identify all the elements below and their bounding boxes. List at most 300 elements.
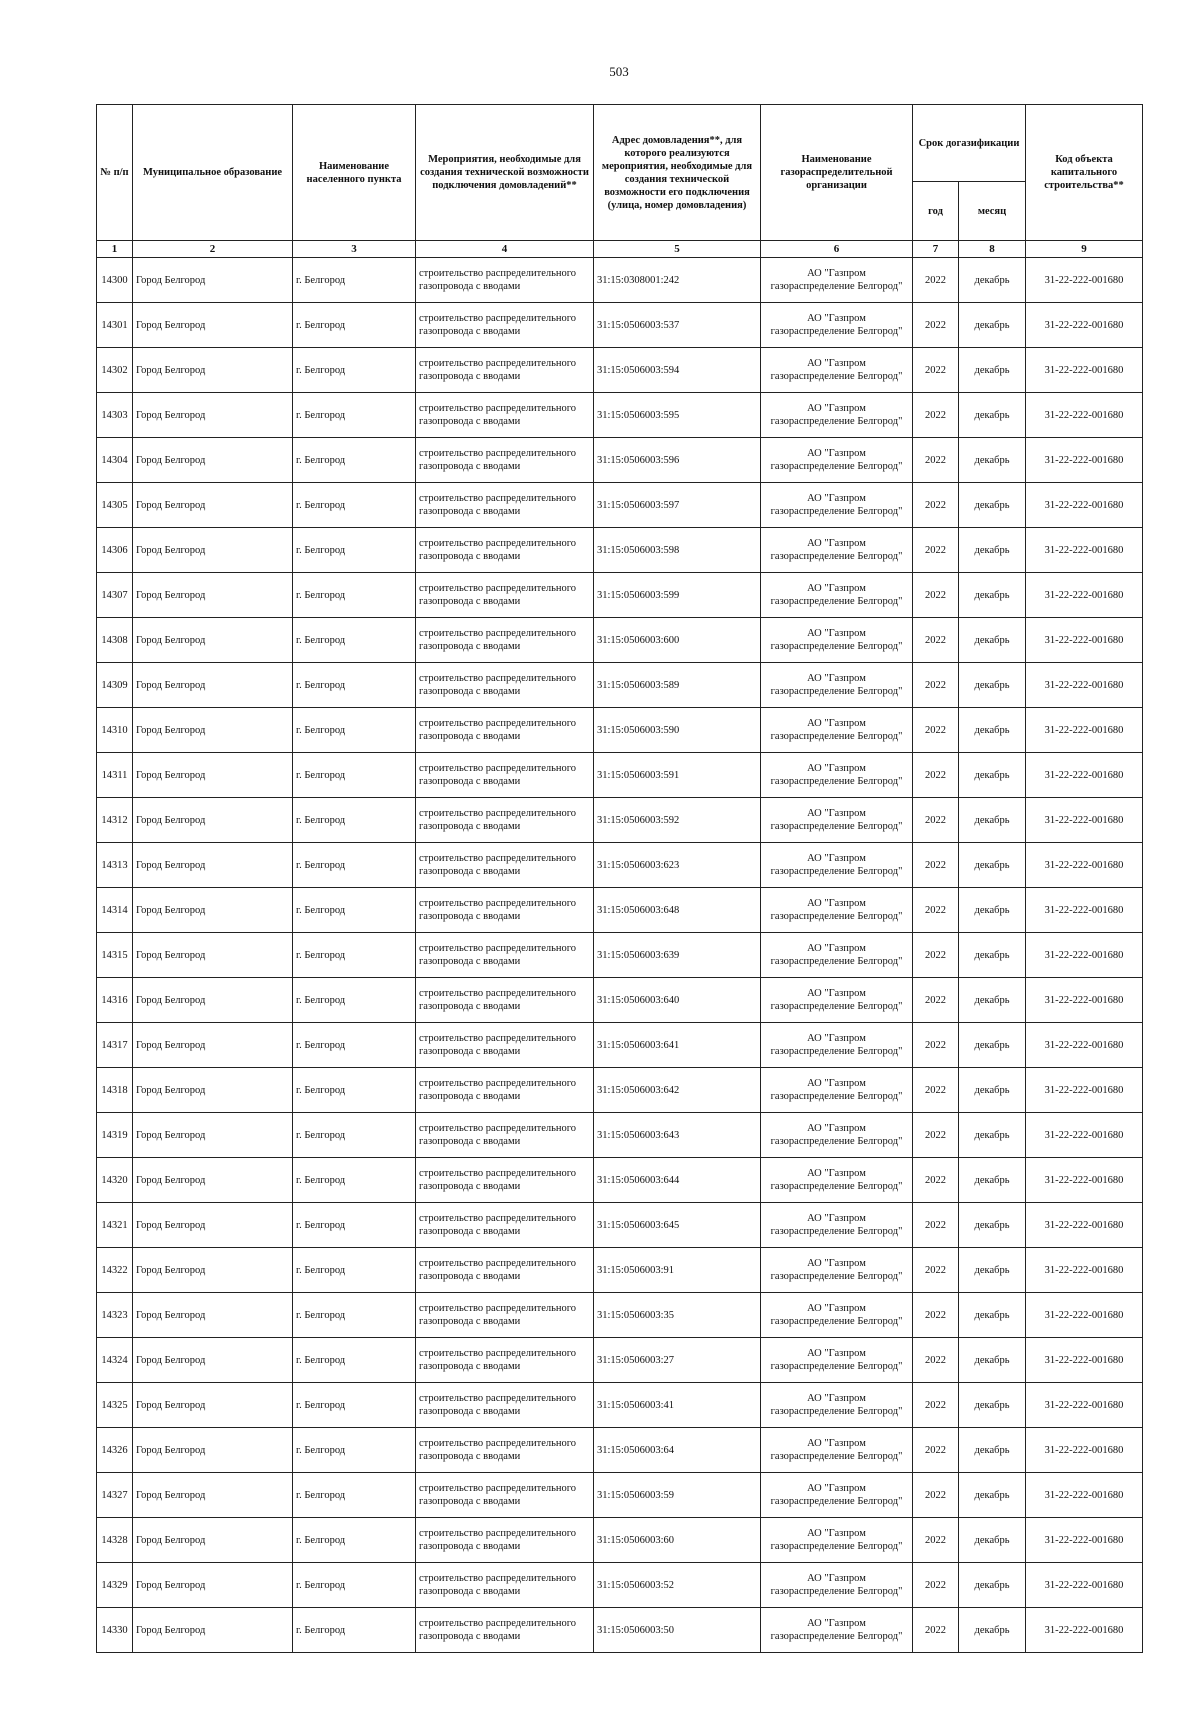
header-code: Код объекта капитального строительства**: [1026, 105, 1143, 241]
month-cell: декабрь: [959, 843, 1026, 888]
header-num: № п/п: [97, 105, 133, 241]
locality-cell: г. Белгород: [293, 888, 416, 933]
year-cell: 2022: [913, 258, 959, 303]
month-cell: декабрь: [959, 708, 1026, 753]
month-cell: декабрь: [959, 978, 1026, 1023]
municipality-cell: Город Белгород: [133, 1113, 293, 1158]
year-cell: 2022: [913, 888, 959, 933]
row-number: 14308: [97, 618, 133, 663]
column-number: 9: [1026, 241, 1143, 258]
organization-cell: АО "Газпром газораспределение Белгород": [761, 753, 913, 798]
measures-cell: строительство распределительного газопровода с вводами: [416, 1383, 594, 1428]
table-row: [97, 1203, 1143, 1248]
locality-cell: г. Белгород: [293, 348, 416, 393]
row-number: 14314: [97, 888, 133, 933]
column-numbers-row: [97, 241, 1143, 258]
municipality-cell: Город Белгород: [133, 1158, 293, 1203]
row-number: 14324: [97, 1338, 133, 1383]
code-cell: 31-22-222-001680: [1026, 1428, 1143, 1473]
page-number: 503: [609, 64, 629, 79]
month-cell: декабрь: [959, 1293, 1026, 1338]
month-cell: декабрь: [959, 1563, 1026, 1608]
row-number: 14305: [97, 483, 133, 528]
address-cell: 31:15:0506003:537: [594, 303, 761, 348]
address-cell: 31:15:0506003:639: [594, 933, 761, 978]
code-cell: 31-22-222-001680: [1026, 303, 1143, 348]
measures-cell: строительство распределительного газопровода с вводами: [416, 483, 594, 528]
year-cell: 2022: [913, 1518, 959, 1563]
organization-cell: АО "Газпром газораспределение Белгород": [761, 1428, 913, 1473]
code-cell: 31-22-222-001680: [1026, 888, 1143, 933]
organization-cell: АО "Газпром газораспределение Белгород": [761, 573, 913, 618]
address-cell: 31:15:0506003:623: [594, 843, 761, 888]
year-cell: 2022: [913, 303, 959, 348]
column-number: 1: [97, 241, 133, 258]
measures-cell: строительство распределительного газопровода с вводами: [416, 1608, 594, 1653]
table-row: [97, 1293, 1143, 1338]
address-cell: 31:15:0506003:592: [594, 798, 761, 843]
municipality-cell: Город Белгород: [133, 393, 293, 438]
month-cell: декабрь: [959, 888, 1026, 933]
table-row: [97, 258, 1143, 303]
year-cell: 2022: [913, 1383, 959, 1428]
row-number: 14313: [97, 843, 133, 888]
address-cell: 31:15:0506003:60: [594, 1518, 761, 1563]
month-cell: декабрь: [959, 1518, 1026, 1563]
locality-cell: г. Белгород: [293, 1518, 416, 1563]
address-cell: 31:15:0506003:59: [594, 1473, 761, 1518]
measures-cell: строительство распределительного газопровода с вводами: [416, 1563, 594, 1608]
row-number: 14312: [97, 798, 133, 843]
measures-cell: строительство распределительного газопровода с вводами: [416, 1338, 594, 1383]
row-number: 14316: [97, 978, 133, 1023]
municipality-cell: Город Белгород: [133, 843, 293, 888]
organization-cell: АО "Газпром газораспределение Белгород": [761, 1068, 913, 1113]
code-cell: 31-22-222-001680: [1026, 348, 1143, 393]
column-number: 7: [913, 241, 959, 258]
year-cell: 2022: [913, 1293, 959, 1338]
row-number: 14309: [97, 663, 133, 708]
row-number: 14311: [97, 753, 133, 798]
table-row: [97, 348, 1143, 393]
code-cell: 31-22-222-001680: [1026, 483, 1143, 528]
column-number: 2: [133, 241, 293, 258]
locality-cell: г. Белгород: [293, 1608, 416, 1653]
locality-cell: г. Белгород: [293, 1428, 416, 1473]
measures-cell: строительство распределительного газопровода с вводами: [416, 393, 594, 438]
row-number: 14303: [97, 393, 133, 438]
table-row: [97, 753, 1143, 798]
municipality-cell: Город Белгород: [133, 888, 293, 933]
header-municipality: Муниципальное образование: [133, 105, 293, 241]
code-cell: 31-22-222-001680: [1026, 1473, 1143, 1518]
year-cell: 2022: [913, 1113, 959, 1158]
code-cell: 31-22-222-001680: [1026, 1158, 1143, 1203]
measures-cell: строительство распределительного газопровода с вводами: [416, 1293, 594, 1338]
row-number: 14301: [97, 303, 133, 348]
row-number: 14307: [97, 573, 133, 618]
year-cell: 2022: [913, 1203, 959, 1248]
address-cell: 31:15:0506003:594: [594, 348, 761, 393]
table-row: [97, 1248, 1143, 1293]
code-cell: 31-22-222-001680: [1026, 1023, 1143, 1068]
municipality-cell: Город Белгород: [133, 663, 293, 708]
table-row: [97, 573, 1143, 618]
locality-cell: г. Белгород: [293, 708, 416, 753]
address-cell: 31:15:0506003:52: [594, 1563, 761, 1608]
municipality-cell: Город Белгород: [133, 798, 293, 843]
locality-cell: г. Белгород: [293, 1158, 416, 1203]
organization-cell: АО "Газпром газораспределение Белгород": [761, 258, 913, 303]
municipality-cell: Город Белгород: [133, 978, 293, 1023]
municipality-cell: Город Белгород: [133, 1383, 293, 1428]
table-row: [97, 1383, 1143, 1428]
organization-cell: АО "Газпром газораспределение Белгород": [761, 1518, 913, 1563]
organization-cell: АО "Газпром газораспределение Белгород": [761, 1293, 913, 1338]
organization-cell: АО "Газпром газораспределение Белгород": [761, 393, 913, 438]
year-cell: 2022: [913, 978, 959, 1023]
locality-cell: г. Белгород: [293, 1563, 416, 1608]
organization-cell: АО "Газпром газораспределение Белгород": [761, 528, 913, 573]
organization-cell: АО "Газпром газораспределение Белгород": [761, 1023, 913, 1068]
month-cell: декабрь: [959, 1203, 1026, 1248]
municipality-cell: Город Белгород: [133, 258, 293, 303]
municipality-cell: Город Белгород: [133, 1563, 293, 1608]
measures-cell: строительство распределительного газопровода с вводами: [416, 528, 594, 573]
row-number: 14327: [97, 1473, 133, 1518]
table-row: [97, 1473, 1143, 1518]
organization-cell: АО "Газпром газораспределение Белгород": [761, 1473, 913, 1518]
gasification-table: [96, 104, 1143, 1653]
address-cell: 31:15:0506003:35: [594, 1293, 761, 1338]
header-year: год: [913, 182, 959, 241]
month-cell: декабрь: [959, 393, 1026, 438]
table-row: [97, 1068, 1143, 1113]
table-row: [97, 1338, 1143, 1383]
municipality-cell: Город Белгород: [133, 708, 293, 753]
month-cell: декабрь: [959, 348, 1026, 393]
header-address: Адрес домовладения**, для которого реализуются мероприятия, необходимые для создания технической возможности его подключения (улица, номер домовладения): [594, 105, 761, 241]
row-number: 14323: [97, 1293, 133, 1338]
table-row: [97, 528, 1143, 573]
table-row: [97, 1113, 1143, 1158]
municipality-cell: Город Белгород: [133, 1518, 293, 1563]
month-cell: декабрь: [959, 1338, 1026, 1383]
code-cell: 31-22-222-001680: [1026, 258, 1143, 303]
measures-cell: строительство распределительного газопровода с вводами: [416, 1158, 594, 1203]
locality-cell: г. Белгород: [293, 1023, 416, 1068]
locality-cell: г. Белгород: [293, 258, 416, 303]
header-locality: Наименование населенного пункта: [293, 105, 416, 241]
organization-cell: АО "Газпром газораспределение Белгород": [761, 348, 913, 393]
month-cell: декабрь: [959, 573, 1026, 618]
month-cell: декабрь: [959, 1023, 1026, 1068]
municipality-cell: Город Белгород: [133, 1023, 293, 1068]
address-cell: 31:15:0506003:591: [594, 753, 761, 798]
month-cell: декабрь: [959, 483, 1026, 528]
row-number: 14315: [97, 933, 133, 978]
measures-cell: строительство распределительного газопровода с вводами: [416, 1023, 594, 1068]
table-row: [97, 438, 1143, 483]
measures-cell: строительство распределительного газопровода с вводами: [416, 978, 594, 1023]
table-row: [97, 798, 1143, 843]
header-organization: Наименование газораспределительной организации: [761, 105, 913, 241]
organization-cell: АО "Газпром газораспределение Белгород": [761, 483, 913, 528]
locality-cell: г. Белгород: [293, 1068, 416, 1113]
code-cell: 31-22-222-001680: [1026, 573, 1143, 618]
organization-cell: АО "Газпром газораспределение Белгород": [761, 1158, 913, 1203]
code-cell: 31-22-222-001680: [1026, 1113, 1143, 1158]
organization-cell: АО "Газпром газораспределение Белгород": [761, 1608, 913, 1653]
measures-cell: строительство распределительного газопровода с вводами: [416, 1428, 594, 1473]
measures-cell: строительство распределительного газопровода с вводами: [416, 1473, 594, 1518]
organization-cell: АО "Газпром газораспределение Белгород": [761, 708, 913, 753]
measures-cell: строительство распределительного газопровода с вводами: [416, 753, 594, 798]
year-cell: 2022: [913, 1608, 959, 1653]
row-number: 14319: [97, 1113, 133, 1158]
code-cell: 31-22-222-001680: [1026, 528, 1143, 573]
code-cell: 31-22-222-001680: [1026, 933, 1143, 978]
organization-cell: АО "Газпром газораспределение Белгород": [761, 1113, 913, 1158]
address-cell: 31:15:0506003:590: [594, 708, 761, 753]
measures-cell: строительство распределительного газопровода с вводами: [416, 798, 594, 843]
row-number: 14310: [97, 708, 133, 753]
address-cell: 31:15:0506003:27: [594, 1338, 761, 1383]
column-number: 3: [293, 241, 416, 258]
table-row: [97, 888, 1143, 933]
row-number: 14328: [97, 1518, 133, 1563]
organization-cell: АО "Газпром газораспределение Белгород": [761, 663, 913, 708]
code-cell: 31-22-222-001680: [1026, 1203, 1143, 1248]
table-row: [97, 1608, 1143, 1653]
row-number: 14304: [97, 438, 133, 483]
measures-cell: строительство распределительного газопровода с вводами: [416, 1068, 594, 1113]
measures-cell: строительство распределительного газопровода с вводами: [416, 708, 594, 753]
measures-cell: строительство распределительного газопровода с вводами: [416, 1248, 594, 1293]
month-cell: декабрь: [959, 753, 1026, 798]
code-cell: 31-22-222-001680: [1026, 438, 1143, 483]
year-cell: 2022: [913, 933, 959, 978]
code-cell: 31-22-222-001680: [1026, 1563, 1143, 1608]
municipality-cell: Город Белгород: [133, 1293, 293, 1338]
month-cell: декабрь: [959, 1383, 1026, 1428]
month-cell: декабрь: [959, 1428, 1026, 1473]
code-cell: 31-22-222-001680: [1026, 708, 1143, 753]
municipality-cell: Город Белгород: [133, 1068, 293, 1113]
locality-cell: г. Белгород: [293, 1338, 416, 1383]
table-row: [97, 618, 1143, 663]
address-cell: 31:15:0506003:645: [594, 1203, 761, 1248]
address-cell: 31:15:0506003:643: [594, 1113, 761, 1158]
table-row: [97, 1563, 1143, 1608]
locality-cell: г. Белгород: [293, 303, 416, 348]
year-cell: 2022: [913, 1158, 959, 1203]
municipality-cell: Город Белгород: [133, 528, 293, 573]
column-number: 6: [761, 241, 913, 258]
table-row: [97, 843, 1143, 888]
address-cell: 31:15:0506003:595: [594, 393, 761, 438]
year-cell: 2022: [913, 1023, 959, 1068]
month-cell: декабрь: [959, 1473, 1026, 1518]
locality-cell: г. Белгород: [293, 438, 416, 483]
address-cell: 31:15:0506003:599: [594, 573, 761, 618]
locality-cell: г. Белгород: [293, 618, 416, 663]
year-cell: 2022: [913, 1473, 959, 1518]
month-cell: декабрь: [959, 1248, 1026, 1293]
code-cell: 31-22-222-001680: [1026, 978, 1143, 1023]
table-row: [97, 483, 1143, 528]
locality-cell: г. Белгород: [293, 573, 416, 618]
locality-cell: г. Белгород: [293, 798, 416, 843]
address-cell: 31:15:0506003:50: [594, 1608, 761, 1653]
table-row: [97, 1158, 1143, 1203]
row-number: 14322: [97, 1248, 133, 1293]
row-number: 14329: [97, 1563, 133, 1608]
code-cell: 31-22-222-001680: [1026, 618, 1143, 663]
month-cell: декабрь: [959, 1608, 1026, 1653]
month-cell: декабрь: [959, 933, 1026, 978]
locality-cell: г. Белгород: [293, 1203, 416, 1248]
year-cell: 2022: [913, 393, 959, 438]
municipality-cell: Город Белгород: [133, 348, 293, 393]
month-cell: декабрь: [959, 1068, 1026, 1113]
measures-cell: строительство распределительного газопровода с вводами: [416, 303, 594, 348]
table-row: [97, 1518, 1143, 1563]
organization-cell: АО "Газпром газораспределение Белгород": [761, 843, 913, 888]
address-cell: 31:15:0506003:91: [594, 1248, 761, 1293]
row-number: 14321: [97, 1203, 133, 1248]
municipality-cell: Город Белгород: [133, 618, 293, 663]
month-cell: декабрь: [959, 618, 1026, 663]
organization-cell: АО "Газпром газораспределение Белгород": [761, 1563, 913, 1608]
locality-cell: г. Белгород: [293, 393, 416, 438]
table-row: [97, 1428, 1143, 1473]
code-cell: 31-22-222-001680: [1026, 1068, 1143, 1113]
year-cell: 2022: [913, 798, 959, 843]
column-number: 8: [959, 241, 1026, 258]
organization-cell: АО "Газпром газораспределение Белгород": [761, 1203, 913, 1248]
organization-cell: АО "Газпром газораспределение Белгород": [761, 888, 913, 933]
municipality-cell: Город Белгород: [133, 303, 293, 348]
measures-cell: строительство распределительного газопровода с вводами: [416, 843, 594, 888]
year-cell: 2022: [913, 1248, 959, 1293]
table-row: [97, 303, 1143, 348]
measures-cell: строительство распределительного газопровода с вводами: [416, 663, 594, 708]
organization-cell: АО "Газпром газораспределение Белгород": [761, 303, 913, 348]
code-cell: 31-22-222-001680: [1026, 393, 1143, 438]
address-cell: 31:15:0506003:596: [594, 438, 761, 483]
year-cell: 2022: [913, 528, 959, 573]
code-cell: 31-22-222-001680: [1026, 1518, 1143, 1563]
year-cell: 2022: [913, 1068, 959, 1113]
measures-cell: строительство распределительного газопровода с вводами: [416, 438, 594, 483]
address-cell: 31:15:0506003:598: [594, 528, 761, 573]
table-row: [97, 663, 1143, 708]
table-row: [97, 393, 1143, 438]
year-cell: 2022: [913, 1338, 959, 1383]
table-row: [97, 978, 1143, 1023]
code-cell: 31-22-222-001680: [1026, 663, 1143, 708]
row-number: 14302: [97, 348, 133, 393]
row-number: 14320: [97, 1158, 133, 1203]
month-cell: декабрь: [959, 1158, 1026, 1203]
year-cell: 2022: [913, 618, 959, 663]
measures-cell: строительство распределительного газопровода с вводами: [416, 258, 594, 303]
measures-cell: строительство распределительного газопровода с вводами: [416, 348, 594, 393]
municipality-cell: Город Белгород: [133, 438, 293, 483]
table-row: [97, 933, 1143, 978]
column-number: 4: [416, 241, 594, 258]
locality-cell: г. Белгород: [293, 1113, 416, 1158]
header-month: месяц: [959, 182, 1026, 241]
year-cell: 2022: [913, 753, 959, 798]
year-cell: 2022: [913, 573, 959, 618]
month-cell: декабрь: [959, 798, 1026, 843]
month-cell: декабрь: [959, 663, 1026, 708]
code-cell: 31-22-222-001680: [1026, 798, 1143, 843]
header-term: Срок догазификации: [913, 105, 1026, 182]
address-cell: 31:15:0506003:589: [594, 663, 761, 708]
measures-cell: строительство распределительного газопровода с вводами: [416, 618, 594, 663]
year-cell: 2022: [913, 1428, 959, 1473]
year-cell: 2022: [913, 348, 959, 393]
municipality-cell: Город Белгород: [133, 933, 293, 978]
year-cell: 2022: [913, 843, 959, 888]
address-cell: 31:15:0308001:242: [594, 258, 761, 303]
address-cell: 31:15:0506003:641: [594, 1023, 761, 1068]
month-cell: декабрь: [959, 303, 1026, 348]
municipality-cell: Город Белгород: [133, 1248, 293, 1293]
code-cell: 31-22-222-001680: [1026, 843, 1143, 888]
municipality-cell: Город Белгород: [133, 1338, 293, 1383]
municipality-cell: Город Белгород: [133, 1473, 293, 1518]
locality-cell: г. Белгород: [293, 1383, 416, 1428]
address-cell: 31:15:0506003:597: [594, 483, 761, 528]
table-row: [97, 708, 1143, 753]
locality-cell: г. Белгород: [293, 843, 416, 888]
column-number: 5: [594, 241, 761, 258]
municipality-cell: Город Белгород: [133, 1428, 293, 1473]
code-cell: 31-22-222-001680: [1026, 1608, 1143, 1653]
organization-cell: АО "Газпром газораспределение Белгород": [761, 438, 913, 483]
locality-cell: г. Белгород: [293, 663, 416, 708]
organization-cell: АО "Газпром газораспределение Белгород": [761, 978, 913, 1023]
locality-cell: г. Белгород: [293, 753, 416, 798]
locality-cell: г. Белгород: [293, 1248, 416, 1293]
table-body: [97, 258, 1143, 1653]
month-cell: декабрь: [959, 258, 1026, 303]
address-cell: 31:15:0506003:648: [594, 888, 761, 933]
row-number: 14330: [97, 1608, 133, 1653]
year-cell: 2022: [913, 663, 959, 708]
address-cell: 31:15:0506003:64: [594, 1428, 761, 1473]
header-measures: Мероприятия, необходимые для создания технической возможности подключения домовладений**: [416, 105, 594, 241]
organization-cell: АО "Газпром газораспределение Белгород": [761, 1338, 913, 1383]
address-cell: 31:15:0506003:642: [594, 1068, 761, 1113]
organization-cell: АО "Газпром газораспределение Белгород": [761, 1383, 913, 1428]
locality-cell: г. Белгород: [293, 1293, 416, 1338]
month-cell: декабрь: [959, 1113, 1026, 1158]
address-cell: 31:15:0506003:41: [594, 1383, 761, 1428]
code-cell: 31-22-222-001680: [1026, 1293, 1143, 1338]
address-cell: 31:15:0506003:640: [594, 978, 761, 1023]
locality-cell: г. Белгород: [293, 933, 416, 978]
locality-cell: г. Белгород: [293, 528, 416, 573]
code-cell: 31-22-222-001680: [1026, 1248, 1143, 1293]
month-cell: декабрь: [959, 528, 1026, 573]
row-number: 14300: [97, 258, 133, 303]
code-cell: 31-22-222-001680: [1026, 753, 1143, 798]
